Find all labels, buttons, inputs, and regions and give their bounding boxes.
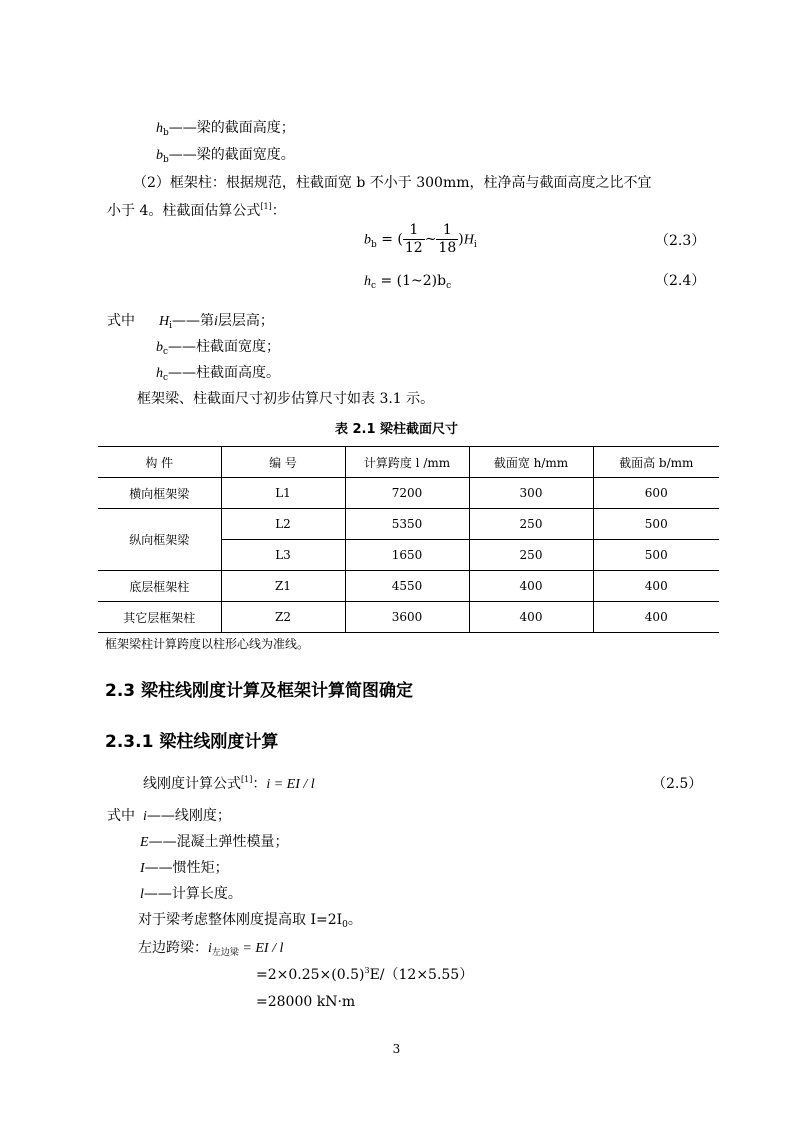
def-i: 式中 i——线刚度； — [107, 808, 231, 824]
left-span-step1: $=2\times 0.25\times(0.5)^3E/(12\times 5.55)$ — [256, 966, 474, 983]
col-header-member: 构 件 — [98, 447, 221, 478]
table-row — [98, 602, 719, 633]
equation-2-4: $h_c$ = $(1\sim 2)b_c$ — [364, 273, 452, 291]
table-cell: 500 — [593, 540, 719, 571]
page-number: 3 — [392, 1042, 401, 1056]
table-cell: 5350 — [345, 509, 469, 540]
col-header-span: 计算跨度 l /mm — [345, 447, 469, 478]
table-cell: 400 — [593, 571, 719, 602]
table-cell: 1650 — [345, 540, 469, 571]
section-heading-2-3: 2.3 梁柱线刚度计算及框架计算简图确定 — [105, 681, 414, 701]
table-cell: 600 — [593, 478, 719, 509]
table-intro: 框架梁、柱截面尺寸初步估算尺寸如表 3.1 示。 — [137, 391, 435, 407]
table-cell: 横向框架梁 — [98, 478, 221, 509]
table-note: 框架梁柱计算跨度以柱形心线为准线。 — [105, 637, 310, 651]
left-span-formula: 左边跨梁：$i_{左边梁}$ = EI / l — [138, 940, 284, 958]
def-l: l——计算长度。 — [140, 886, 242, 902]
table-cell: L2 — [221, 509, 345, 540]
column-paragraph-line2: 小于 4。柱截面估算公式[1]： — [107, 202, 286, 219]
table-cell: 3600 — [345, 602, 469, 633]
equation-2-5: 线刚度计算公式[1]：i = EI / l — [143, 775, 315, 792]
table-cell: 底层框架柱 — [98, 571, 221, 602]
section-size-table — [98, 446, 719, 633]
table-cell: 250 — [469, 540, 593, 571]
equation-2-5-number: （2.5） — [652, 776, 703, 792]
table-cell: Z2 — [221, 602, 345, 633]
fraction-1-18: $\frac{1}{18}$ — [438, 222, 457, 256]
table-cell: Z1 — [221, 571, 345, 602]
table-cell: 400 — [593, 602, 719, 633]
def-I: I——惯性矩； — [140, 860, 229, 876]
beam-stiffness-note: 对于梁考虑整体刚度提高取 $I=2I_0$。 — [138, 912, 362, 930]
table-header-row — [98, 447, 719, 478]
table-cell: 4550 — [345, 571, 469, 602]
def-bb: $b_b——$梁的截面宽度。 — [156, 147, 295, 165]
def-hb: $h_b——$梁的截面高度； — [156, 120, 295, 138]
table-cell: 400 — [469, 571, 593, 602]
table-cell: 纵向框架梁 — [98, 509, 221, 571]
table-cell: L3 — [221, 540, 345, 571]
def-e: E——混凝土弹性模量； — [140, 834, 289, 850]
equation-2-4-number: （2.4） — [655, 273, 706, 289]
table-cell: L1 — [221, 478, 345, 509]
def-bc: $b_c——$柱截面宽度； — [156, 339, 281, 357]
section-heading-2-3-1: 2.3.1 梁柱线刚度计算 — [105, 732, 279, 752]
table-cell: 其它层框架柱 — [98, 602, 221, 633]
col-header-width: 截面宽 h/mm — [469, 447, 593, 478]
table-cell: 300 — [469, 478, 593, 509]
col-header-height: 截面高 b/mm — [593, 447, 719, 478]
table-cell: 7200 — [345, 478, 469, 509]
def-hi: 式中 $H_i——$第i层层高； — [107, 313, 274, 331]
table-row — [98, 509, 719, 540]
fraction-1-12: $\frac{1}{12}$ — [404, 222, 423, 256]
table-row — [98, 571, 719, 602]
table-caption: 表 2.1 梁柱截面尺寸 — [334, 422, 459, 437]
col-header-number: 编 号 — [221, 447, 345, 478]
left-span-step2: =28000 kN·m — [256, 994, 356, 1010]
table-cell: 500 — [593, 509, 719, 540]
table-cell: 400 — [469, 602, 593, 633]
equation-2-3-number: （2.3） — [655, 233, 706, 249]
column-paragraph-line1: （2）框架柱：根据规范，柱截面宽 b 不小于 300mm，柱净高与截面高度之比不宜 — [133, 175, 652, 191]
def-hc: $h_c——$柱截面高度。 — [156, 365, 281, 383]
table-cell: 250 — [469, 509, 593, 540]
table-row — [98, 478, 719, 509]
equation-2-3: $b_b$ = ( $\frac{1}{12}$ ~ $\frac{1}{18}$ )$H_i$ — [364, 222, 477, 256]
